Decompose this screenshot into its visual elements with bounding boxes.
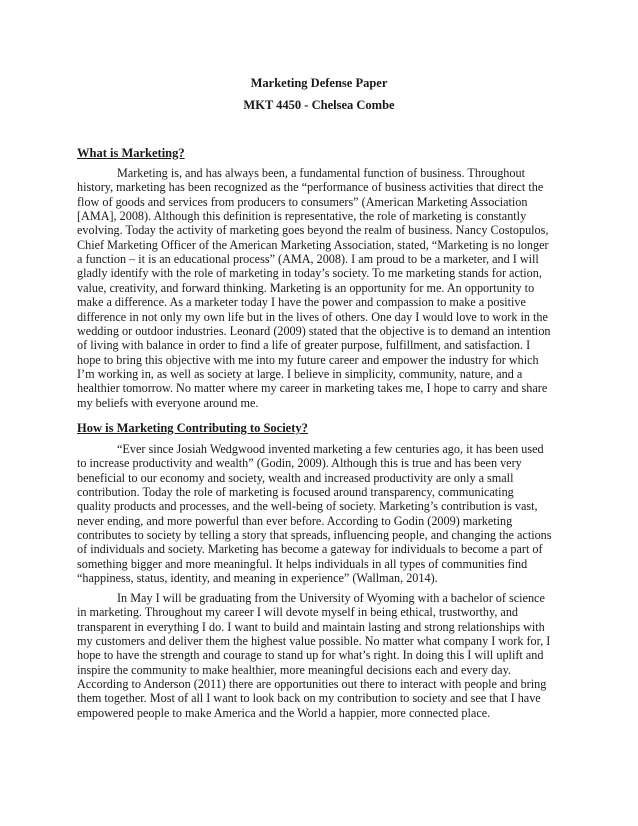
text-line: quality products and processes, and the well-being of society. Marketing’s contribution is vast,	[77, 499, 538, 514]
text-line: hope to have the strength and courage to stand up for what’s right. In doing this I will uplift and	[77, 648, 544, 663]
text-line: “happiness, status, identity, and meaning in experience” (Wallman, 2014).	[77, 571, 438, 586]
section-heading-contributing-to-society: How is Marketing Contributing to Society?	[77, 421, 308, 435]
text-line: of living with balance in order to find a life of greater purpose, fulfillment, and satisfaction. I	[77, 338, 531, 353]
text-line: a function – it is an educational process” (AMA, 2008). I am proud to be a marketer, and I will	[77, 252, 539, 267]
text-line: beneficial to our economy and society, wealth and increased productivity are only a small	[77, 470, 514, 485]
text-line: contributes to society by telling a story that spreads, influencing people, and changing the actions	[77, 528, 552, 543]
document-subtitle: MKT 4450 - Chelsea Combe	[243, 98, 395, 112]
text-line: my beliefs with everyone around me.	[77, 395, 259, 410]
text-line: make a difference. As a marketer today I have the power and compassion to make a positive	[77, 295, 526, 310]
text-line: history, marketing has been recognized as the “performance of business activities that direct the	[77, 180, 544, 195]
section-heading-what-is-marketing: What is Marketing?	[77, 146, 185, 160]
text-line: contribution. Today the role of marketing is focused around transparency, communicating	[77, 485, 514, 500]
text-line: Marketing is, and has always been, a fundamental function of business. Throughout	[117, 166, 525, 180]
text-line: “Ever since Josiah Wedgwood invented marketing a few centuries ago, it has been used	[117, 442, 544, 456]
text-line: them together. Most of all I want to look back on my contribution to society and see that I have	[77, 691, 541, 706]
text-line: hope to bring this objective with me into my future career and empower the industry for which	[77, 352, 539, 367]
text-line: gladly identify with the role of marketing in today’s society. To me marketing stands for action,	[77, 266, 542, 281]
text-line: value, creativity, and forward thinking. Marketing is an opportunity for me. An opportunity to	[77, 280, 535, 295]
text-line: flow of goods and services from producers to consumers” (American Marketing Association	[77, 194, 528, 209]
text-line: difference in not only my own life but in the lives of others. One day I would love to work in the	[77, 309, 548, 324]
text-line: my customers and deliver them the highest value possible. No matter what company I work for, I	[77, 634, 551, 649]
text-line: inspire the community to make healthier, more meaningful decisions each and every day.	[77, 662, 511, 677]
text-line: to increase productivity and wealth” (Godin, 2009). Although this is true and has been very	[77, 456, 522, 471]
text-line: of individuals and society. Marketing has become a gateway for individuals to become a part of	[77, 542, 543, 557]
text-line: never ending, and more powerful than ever before. According to Godin (2009) marketing	[77, 513, 513, 528]
text-line: transparent in everything I do. I want to build and maintain lasting and strong relationships with	[77, 619, 545, 634]
text-line: [AMA], 2008). Although this definition is representative, the role of marketing is constantly	[77, 209, 527, 224]
text-line: Chief Marketing Officer of the American Marketing Association, stated, “Marketing is no longer	[77, 237, 549, 252]
text-line: something bigger and more meaningful. It helps individuals in all types of communities find	[77, 556, 528, 571]
text-line: healthier tomorrow. No matter where my career in marketing takes me, I hope to carry and share	[77, 381, 548, 396]
text-line: evolving. Today the activity of marketing goes beyond the realm of business. Nancy Costopulos,	[77, 223, 549, 238]
document-title: Marketing Defense Paper	[250, 76, 388, 90]
text-line: wedding or outdoor industries. Leonard (2009) stated that the objective is to demand an intention	[77, 323, 551, 338]
text-line: According to Anderson (2011) there are opportunities out there to interact with people and bring	[77, 677, 547, 692]
text-line: I’m working in, as well as society at large. I believe in simplicity, community, nature, and a	[77, 366, 523, 381]
text-line: empowered people to make America and the World a happier, more connected place.	[77, 705, 491, 720]
text-line: In May I will be graduating from the University of Wyoming with a bachelor of science	[117, 591, 545, 605]
text-line: in marketing. Throughout my career I will devote myself in being ethical, trustworthy, and	[77, 605, 519, 620]
